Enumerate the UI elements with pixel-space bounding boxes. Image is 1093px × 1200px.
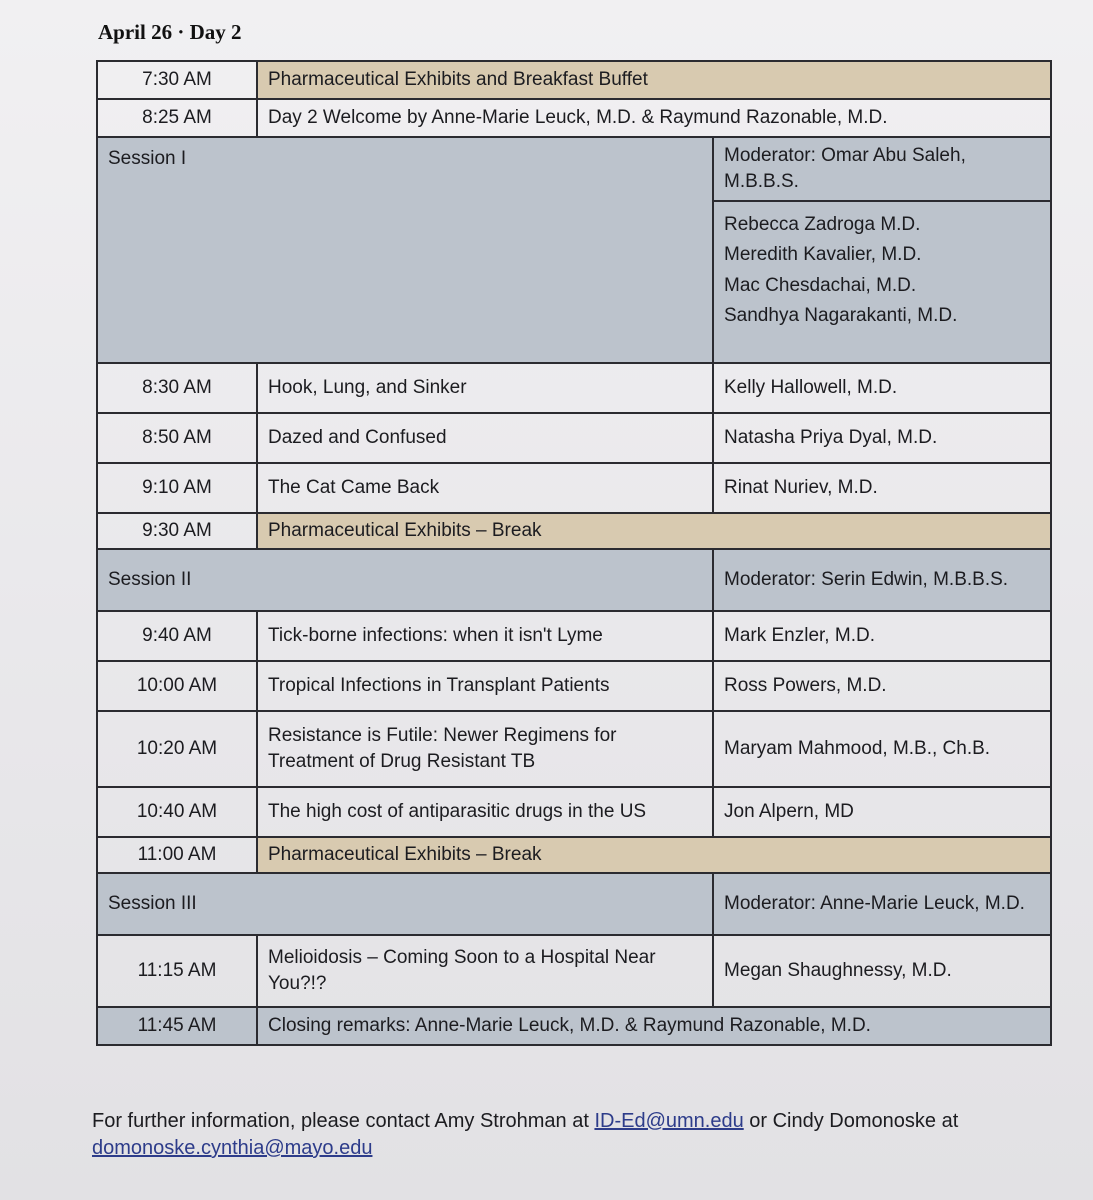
row-speaker: Maryam Mahmood, M.B., Ch.B. [713,711,1051,787]
row-title: Melioidosis – Coming Soon to a Hospital Near You?!? [257,935,713,1007]
email-link-mayo[interactable]: domonoske.cynthia@mayo.edu [92,1137,373,1159]
page-title: April 26 · Day 2 [98,20,242,44]
table-row [97,99,1051,137]
table-row [97,661,1051,711]
table-row [97,787,1051,837]
row-speaker: Jon Alpern, MD [713,787,1051,837]
session-label: Session II [97,549,713,611]
session-panel [713,201,1051,363]
session-label: Session III [97,873,713,935]
table-row [97,61,1051,99]
session-header-row [97,137,1051,201]
table-row [97,611,1051,661]
row-speaker: Rinat Nuriev, M.D. [713,463,1051,513]
row-speaker: Kelly Hallowell, M.D. [713,363,1051,413]
email-link-umn[interactable]: ID-Ed@umn.edu [594,1110,744,1132]
table-row [97,935,1051,1007]
row-title: Closing remarks: Anne-Marie Leuck, M.D. & Raymund Razonable, M.D. [257,1007,1051,1045]
session-label: Session I [97,137,713,363]
panelist: Meredith Kavalier, M.D. [724,244,922,266]
row-title: Tick-borne infections: when it isn't Lyme [257,611,713,661]
footer-text: or Cindy Domonoske at [743,1110,959,1132]
table-row [97,363,1051,413]
table-row [97,413,1051,463]
row-title: The Cat Came Back [257,463,713,513]
row-title: Pharmaceutical Exhibits and Breakfast Buffet [257,61,1051,99]
table-row [97,837,1051,873]
row-time: 11:45 AM [97,1007,257,1045]
session-moderator: Moderator: Serin Edwin, M.B.B.S. [713,549,1051,611]
row-title: Hook, Lung, and Sinker [257,363,713,413]
row-speaker: Mark Enzler, M.D. [713,611,1051,661]
row-title: Tropical Infections in Transplant Patients [257,661,713,711]
panelist: Rebecca Zadroga M.D. [724,214,921,235]
row-time: 9:40 AM [97,611,257,661]
row-time: 10:20 AM [97,711,257,787]
panelist: Sandhya Nagarakanti, M.D. [724,305,958,327]
row-time: 10:40 AM [97,787,257,837]
session-header-row [97,549,1051,611]
row-title: Day 2 Welcome by Anne-Marie Leuck, M.D. & Raymund Razonable, M.D. [257,99,1051,137]
row-title: Dazed and Confused [257,413,713,463]
row-time: 8:50 AM [97,413,257,463]
row-time: 9:10 AM [97,463,257,513]
contact-footer [92,1108,1052,1162]
row-title: Pharmaceutical Exhibits – Break [257,837,1051,873]
footer-text: For further information, please contact Amy Strohman at [92,1110,595,1132]
row-time: 8:25 AM [97,99,257,137]
session-moderator: Moderator: Anne-Marie Leuck, M.D. [713,873,1051,935]
panelist: Mac Chesdachai, M.D. [724,274,917,296]
row-speaker: Ross Powers, M.D. [713,661,1051,711]
row-time: 11:15 AM [97,935,257,1007]
row-time: 11:00 AM [97,837,257,873]
row-time: 10:00 AM [97,661,257,711]
table-row [97,463,1051,513]
row-time: 8:30 AM [97,363,257,413]
table-row [97,711,1051,787]
row-time: 9:30 AM [97,513,257,549]
session-header-row [97,873,1051,935]
row-speaker: Natasha Priya Dyal, M.D. [713,413,1051,463]
row-time: 7:30 AM [97,61,257,99]
row-title: The high cost of antiparasitic drugs in the US [257,787,713,837]
table-row [97,513,1051,549]
schedule-table [96,60,1052,1046]
session-moderator: Moderator: Omar Abu Saleh, M.B.B.S. [713,137,1051,201]
table-row [97,1007,1051,1045]
row-title: Pharmaceutical Exhibits – Break [257,513,1051,549]
row-speaker: Megan Shaughnessy, M.D. [713,935,1051,1007]
row-title: Resistance is Futile: Newer Regimens for Treatment of Drug Resistant TB [257,711,713,787]
